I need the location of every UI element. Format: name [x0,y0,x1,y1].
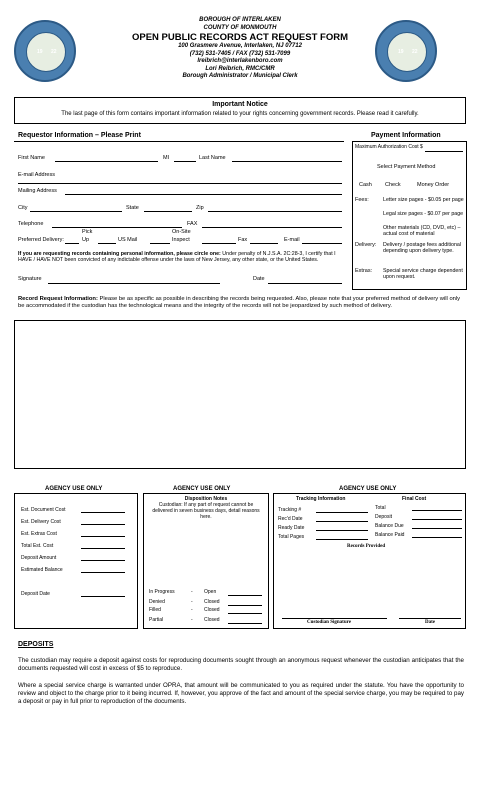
deposits-heading: DEPOSITS [18,641,54,648]
personal-info-bold: If you are requesting records containing personal information, please circle one: [18,251,221,257]
seal-year-left: 19 [37,49,43,55]
mailing-field[interactable] [65,194,342,195]
records-provided-label: Records Provided [347,544,386,549]
last-name-field[interactable] [232,161,342,162]
notice-title: Important Notice [212,101,268,108]
mi-label: MI [163,155,170,161]
delivery-label: Preferred Delivery: [18,237,64,243]
est-delivery-cost-label: Est. Delivery Cost [21,519,61,525]
status-closed[interactable]: Closed [204,599,220,605]
delivery-fax-box[interactable] [202,243,236,244]
seal-year-right: 22 [51,49,57,55]
max-cost-label: Maximum Authorization Cost $ [355,144,423,150]
telephone-label: Telephone [18,221,44,227]
county-name: COUNTY OF MONMOUTH [203,24,277,31]
onsite-label: On-Site [172,229,191,235]
est-extras-cost-field[interactable] [81,536,125,537]
deposits-paragraph-1: The custodian may require a deposit against costs for reproducing documents sought through an anonymous request whenever the custodian anticipates that the documents requested will cost in excess of $5 to reproduce. [18,657,464,672]
custodian-signature-line[interactable] [282,618,387,619]
borough-seal-right [375,20,437,82]
inspect-label: Inspect [172,237,190,243]
clerk-name: Lori Reibrich, RMC/CMR [205,65,275,72]
received-date-field[interactable] [316,521,368,522]
tracking-box [273,493,466,629]
balance-paid-field[interactable] [412,537,462,538]
first-name-field[interactable] [55,161,158,162]
select-payment-label: Select Payment Method [377,164,436,170]
mailing-label: Mailing Address [18,188,57,194]
received-date-label: Rec'd Date [278,516,303,522]
extras-label: Extras: [355,268,373,274]
record-request-instructions [18,296,464,310]
total-est-cost-field[interactable] [81,548,125,549]
total-est-cost-label: Total Est. Cost [21,543,54,549]
final-total-label: Total [375,505,386,511]
email-option-label: E-mail [284,237,300,243]
ready-date-field[interactable] [316,530,368,531]
up-label: Up [82,237,90,243]
cash-option[interactable]: Cash [359,182,372,188]
max-cost-field[interactable] [425,151,463,152]
deposit-date-label: Deposit Date [21,591,50,597]
email-label: E-mail Address [18,172,55,178]
deposit-amount-label: Deposit Amount [21,555,57,561]
org-name: BOROUGH OF INTERLAKEN [199,17,281,23]
status-closed-line[interactable] [228,623,262,624]
deposit-date-field[interactable] [81,596,125,597]
us-mail-label: US Mail [118,237,138,243]
status-dash: - [191,607,193,613]
first-name-label: First Name [18,155,45,161]
delivery-mail-box[interactable] [98,243,116,244]
address: 100 Grasmere Avenue, Interlaken, NJ 07712 [178,43,302,49]
city-label: City [18,205,28,211]
tracking-title: Tracking Information [296,496,346,502]
telephone-field[interactable] [52,227,182,228]
zip-label: Zip [196,205,204,211]
final-deposit-label: Deposit [375,514,392,520]
record-request-textarea[interactable] [14,320,466,469]
check-option[interactable]: Check [385,182,401,188]
status-partial[interactable]: Partial [149,617,164,623]
deposits-paragraph-2: Where a special service charge is warranted under OPRA, that amount will be communicated to you as required under the statute. You have the opportunity to review and object to the charge prior to it being incurred. If, however, you approve of the fact and amount of the special service charge, you may be required to pay a deposit or pay in full prior to reproduction of the documents. [18,682,464,705]
phone-fax: (732) 531-7405 / FAX (732) 531-7099 [189,50,291,57]
status-denied[interactable]: Denied [149,599,165,605]
clerk-title: Borough Administrator / Municipal Clerk [182,73,298,79]
balance-due-label: Balance Due [375,523,404,529]
extras-text: Special service charge dependent upon request. [383,268,463,280]
ready-date-label: Ready Date [278,525,305,531]
status-closed-line[interactable] [228,605,262,606]
final-total-field[interactable] [412,510,462,511]
fees-other: Other materials (CD, DVD, etc) – actual cost of material [383,225,461,237]
fees-letter: Letter size pages - $0.05 per page [383,197,464,203]
email-option-line[interactable] [302,243,342,244]
fax-option-label: Fax [238,237,248,243]
final-deposit-field[interactable] [412,519,462,520]
delivery-fee-text: Delivery / postage fees additional depending upon delivery type. [383,242,462,254]
disposition-text: Custodian: If any part of request cannot be delivered in seven business days, detail reasons here. [152,502,260,520]
money-order-option[interactable]: Money Order [417,182,450,188]
fax-field[interactable] [202,227,342,228]
custodian-signature-label: Custodian Signature [307,620,351,625]
payment-box [352,141,467,290]
estimated-balance-field[interactable] [81,572,125,573]
date-label: Date [253,276,265,282]
status-closed[interactable]: Closed [204,617,220,623]
borough-seal-left [14,20,76,82]
status-dash: - [191,617,193,623]
status-open[interactable]: Open [204,589,217,595]
seal-year-right: 22 [412,49,418,55]
agency-heading-1: AGENCY USE ONLY [45,486,103,492]
email-field[interactable] [18,183,342,184]
personal-info-statement [18,251,343,263]
seal-year-left: 19 [398,49,404,55]
custodian-date-label: Date [425,620,435,625]
agency-heading-3: AGENCY USE ONLY [339,486,397,492]
status-dash: - [191,599,193,605]
header-block [100,17,380,81]
tracking-number-label: Tracking # [278,507,302,513]
total-pages-field[interactable] [316,539,368,540]
estimated-balance-label: Estimated Balance [21,567,63,573]
fax-option-line[interactable] [250,243,278,244]
balance-due-field[interactable] [412,528,462,529]
status-closed[interactable]: Closed [204,607,220,613]
est-document-cost-label: Est. Document Cost [21,507,66,513]
form-title: OPEN PUBLIC RECORDS ACT REQUEST FORM [131,32,349,43]
delivery-inspect-box[interactable] [150,243,170,244]
final-cost-title: Final Cost [402,496,427,502]
est-delivery-cost-field[interactable] [81,524,125,525]
status-closed-line[interactable] [228,613,262,614]
record-request-bold: Record Request Information: [18,296,98,302]
last-name-label: Last Name [199,155,226,161]
fees-legal: Legal size pages - $0.07 per page [383,211,464,217]
record-request-text: Please be as specific as possible in describing the records being requested. Also, please note that your preferred method of delivery will only be accommodated if the custodian has the technological means and the integrity of the records will not be jeopardized by such method of delivery. [18,296,461,309]
total-pages-label: Total Pages [278,534,305,540]
status-in-progress[interactable]: In Progress [149,589,175,595]
disposition-title: Disposition Notes [184,496,228,502]
balance-paid-label: Balance Paid [375,532,405,538]
deposit-amount-field[interactable] [81,560,125,561]
state-field[interactable] [144,211,192,212]
signature-label: Signature [18,276,42,282]
disposition-box [143,493,269,629]
agency-cost-box [14,493,138,629]
important-notice [14,97,466,124]
est-extras-cost-label: Est. Extras Cost [21,531,57,537]
delivery-pickup-box[interactable] [65,243,79,244]
agency-heading-2: AGENCY USE ONLY [173,486,231,492]
delivery-fee-label: Delivery: [355,242,377,248]
fees-label: Fees: [355,197,369,203]
requestor-heading: Requestor Information – Please Print [18,132,141,139]
status-filled[interactable]: Filled [149,607,161,613]
mi-field[interactable] [174,161,196,162]
notice-text: The last page of this form contains important information related to your rights concerning government records. Please read it carefully. [61,111,419,117]
requestor-heading-rule [14,141,344,142]
city-field[interactable] [30,211,122,212]
signature-field[interactable] [48,283,220,284]
state-label: State [126,205,139,211]
est-document-cost-field[interactable] [81,512,125,513]
fax-label: FAX [187,221,198,227]
date-field[interactable] [268,283,342,284]
email: lreibrich@interlakenboro.com [197,58,283,64]
pick-label: Pick [82,229,93,235]
personal-info-text: Under penalty of N.J.S.A. 2C:28-3, I certify that I HAVE / HAVE NOT been convicted of any indictable offense under the laws of New Jersey, any other state, or the United States. [18,251,336,263]
payment-heading: Payment Information [371,132,441,139]
zip-field[interactable] [208,211,342,212]
status-dash: - [191,589,193,595]
tracking-number-field[interactable] [316,512,368,513]
custodian-date-line[interactable] [399,618,461,619]
status-open-line[interactable] [228,595,262,596]
